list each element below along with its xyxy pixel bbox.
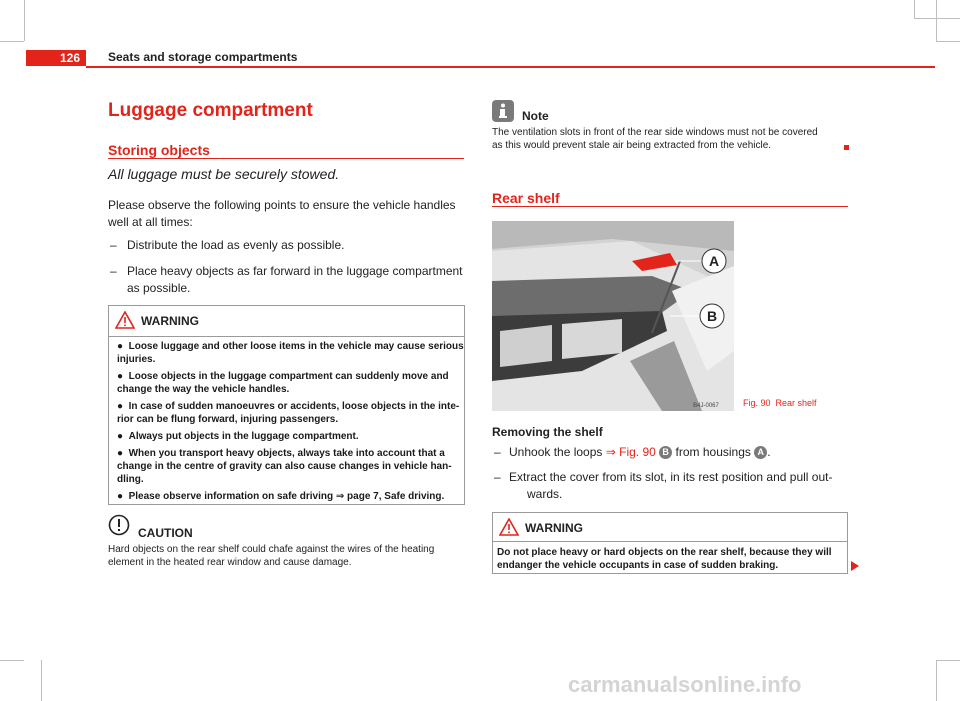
bullet: ● xyxy=(117,431,124,442)
procedure-step: Extract the cover from its slot, in its rest position and pull out- xyxy=(509,470,833,484)
procedure-step xyxy=(509,444,771,461)
caution-icon xyxy=(108,514,130,536)
warning-item-text: injuries. xyxy=(117,354,156,365)
warning-title: WARNING xyxy=(525,521,583,535)
note-title: Note xyxy=(522,109,549,123)
rear-shelf-figure xyxy=(492,221,734,411)
crop-mark xyxy=(41,660,42,701)
warning-item xyxy=(117,447,445,460)
step-text: from housings xyxy=(675,445,751,459)
bullet: ● xyxy=(117,341,124,352)
bullet: ● xyxy=(117,491,124,502)
warning-item-text: rior can be flung forward, injuring passengers. xyxy=(117,414,339,425)
crop-mark xyxy=(936,660,960,661)
warning-item xyxy=(117,430,359,443)
note-text: as this would prevent stale air being extracted from the vehicle. xyxy=(492,140,772,151)
warning-item-text: Loose objects in the luggage compartment can suddenly move and xyxy=(128,371,449,382)
crop-mark xyxy=(0,660,24,661)
crop-mark xyxy=(0,41,24,42)
crop-mark xyxy=(936,41,960,42)
running-title: Seats and storage compartments xyxy=(108,50,298,64)
end-marker xyxy=(844,145,849,150)
warning-item xyxy=(117,370,449,383)
label-b-badge: B xyxy=(659,446,672,459)
warning-text: Do not place heavy or hard objects on the rear shelf, because they will xyxy=(497,547,832,558)
warning-item-text: When you transport heavy objects, always take into account that a xyxy=(128,448,445,459)
subsection-rule xyxy=(492,206,848,207)
warning-title: WARNING xyxy=(141,314,199,328)
intro-line: well at all times: xyxy=(108,215,193,229)
procedure-step-cont: wards. xyxy=(527,487,563,501)
warning-item-text: Always put objects in the luggage compartment. xyxy=(128,431,359,442)
crop-mark xyxy=(936,660,937,701)
warning-item-text: In case of sudden manoeuvres or accidents, loose objects in the inte- xyxy=(128,401,460,412)
subsection-title: Rear shelf xyxy=(492,190,560,206)
caution-text: Hard objects on the rear shelf could chafe against the wires of the heating xyxy=(108,544,435,555)
page-number: 126 xyxy=(26,50,86,66)
header-rule xyxy=(86,66,935,68)
warning-box xyxy=(492,512,848,574)
section-title: Luggage compartment xyxy=(108,100,313,121)
figure-label-a: A xyxy=(708,253,720,269)
warning-item-text: change in the centre of gravity can also cause changes in vehicle han- xyxy=(117,461,452,472)
warning-triangle-icon xyxy=(499,518,519,536)
warning-header xyxy=(109,306,464,337)
step-text: . xyxy=(767,445,771,459)
rear-shelf-illustration xyxy=(492,221,734,411)
bullet: ● xyxy=(117,371,124,382)
caution-text: element in the heated rear window and cause damage. xyxy=(108,557,352,568)
list-dash: – xyxy=(110,238,117,252)
warning-item xyxy=(117,490,444,503)
figure-caption-text: Rear shelf xyxy=(775,398,817,408)
warning-item xyxy=(117,400,459,413)
warning-item-text: dling. xyxy=(117,474,144,485)
figure-caption xyxy=(743,398,817,408)
procedure-title: Removing the shelf xyxy=(492,425,603,439)
subsection-rule xyxy=(108,158,464,159)
figure-number: Fig. 90 xyxy=(743,398,771,408)
continue-arrow-icon xyxy=(851,561,859,571)
list-item: Place heavy objects as far forward in the luggage compartment xyxy=(127,264,463,278)
list-dash: – xyxy=(110,264,117,278)
bullet: ● xyxy=(117,401,124,412)
intro-line: Please observe the following points to ensure the vehicle handles xyxy=(108,198,456,212)
warning-header xyxy=(493,513,847,542)
subsection-title: Storing objects xyxy=(108,142,210,158)
crop-mark xyxy=(914,18,960,19)
crop-mark xyxy=(24,0,25,41)
warning-text: endanger the vehicle occupants in case of sudden braking. xyxy=(497,560,779,571)
figure-code: B4J-0067 xyxy=(693,403,719,409)
lead-text: All luggage must be securely stowed. xyxy=(108,166,340,182)
note-text: The ventilation slots in front of the rear side windows must not be covered xyxy=(492,127,818,138)
warning-triangle-icon xyxy=(115,311,135,329)
label-a-badge: A xyxy=(754,446,767,459)
list-item: Distribute the load as evenly as possible. xyxy=(127,238,345,252)
crop-mark xyxy=(914,0,915,18)
step-text: Unhook the loops xyxy=(509,445,603,459)
figure-label-b: B xyxy=(706,308,718,324)
figure-reference-link[interactable]: ⇒ Fig. 90 xyxy=(605,445,656,459)
crop-mark xyxy=(936,0,937,41)
warning-item xyxy=(117,340,464,353)
list-dash: – xyxy=(494,470,501,484)
watermark: carmanualsonline.info xyxy=(568,672,802,697)
info-icon xyxy=(492,100,514,122)
caution-title: CAUTION xyxy=(138,526,193,540)
warning-item-text: Please observe information on safe driving ⇒ page 7, Safe driving. xyxy=(128,491,445,502)
warning-item-text: Loose luggage and other loose items in the vehicle may cause serious xyxy=(128,341,464,352)
bullet: ● xyxy=(117,448,124,459)
list-dash: – xyxy=(494,445,501,459)
warning-item-text: change the way the vehicle handles. xyxy=(117,384,290,395)
warning-box xyxy=(108,305,465,505)
list-item-cont: as possible. xyxy=(127,281,191,295)
